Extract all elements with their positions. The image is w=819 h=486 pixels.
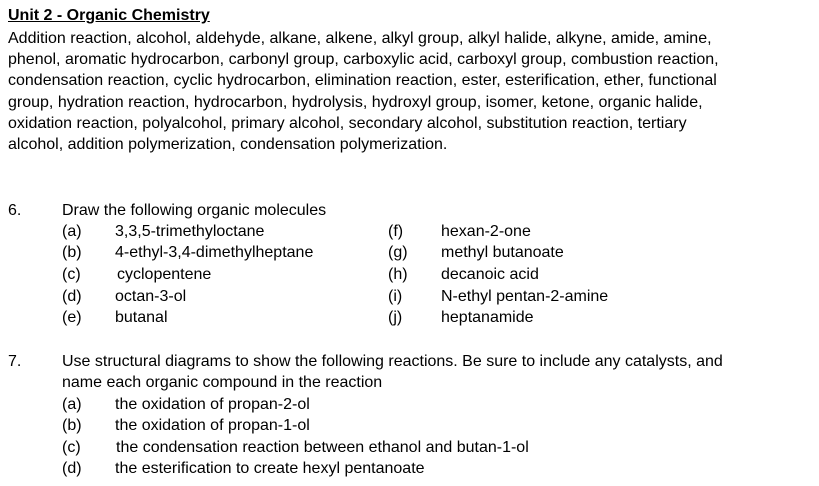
q6-item-label: (c) (62, 266, 81, 283)
q6-item-text: heptanamide (441, 309, 534, 326)
q7-item-label: (b) (62, 417, 82, 434)
question-7-prompt-line: name each organic compound in the reaction (62, 374, 383, 391)
q6-item-text: methyl butanoate (441, 244, 564, 261)
q6-item-label: (f) (388, 223, 404, 240)
vocabulary-line: Addition reaction, alcohol, aldehyde, alkane, alkene, alkyl group, alkyl halide, alkyne, amide, amine, (8, 30, 712, 47)
q7-item-text: the oxidation of propan-1-ol (115, 417, 310, 434)
q7-item-label: (d) (62, 460, 82, 477)
vocabulary-line: condensation reaction, cyclic hydrocarbon, elimination reaction, ester, esterification, ether, functional (8, 72, 717, 90)
vocabulary-line: group, hydration reaction, hydrocarbon, hydrolysis, hydroxyl group, isomer, ketone, organic halide, (8, 93, 703, 111)
q6-item-label: (a) (62, 223, 82, 240)
q7-item-label: (a) (62, 396, 82, 413)
q6-item-text: N-ethyl pentan-2-amine (441, 288, 609, 305)
vocabulary-line: alcohol, addition polymerization, condensation polymerization. (8, 136, 448, 154)
question-7-prompt-line: Use structural diagrams to show the following reactions. Be sure to include any catalysts, and (62, 353, 723, 370)
question-6-prompt: Draw the following organic molecules (62, 202, 327, 219)
question-6-number: 6. (8, 202, 22, 219)
vocabulary-line: phenol, aromatic hydrocarbon, carbonyl group, carboxylic acid, carboxyl group, combustion reaction, (8, 51, 719, 69)
question-7-number: 7. (8, 353, 22, 370)
q7-item-label: (c) (62, 439, 81, 456)
q6-item-text: 4-ethyl-3,4-dimethylheptane (115, 244, 314, 261)
q6-item-label: (i) (388, 288, 403, 305)
q6-item-label: (d) (62, 288, 82, 305)
q6-item-label: (g) (388, 244, 408, 261)
q6-item-text: hexan-2-one (441, 223, 531, 240)
q6-item-text: cyclopentene (117, 266, 212, 283)
vocabulary-paragraph (8, 28, 818, 155)
q6-item-text: butanal (115, 309, 168, 326)
q7-item-text: the condensation reaction between ethanol and butan-1-ol (116, 439, 529, 456)
vocabulary-line: oxidation reaction, polyalcohol, primary alcohol, secondary alcohol, substitution reaction, tertiary (8, 114, 687, 132)
q6-item-label: (j) (388, 309, 403, 326)
q6-item-text: 3,3,5-trimethyloctane (115, 223, 265, 240)
q7-item-text: the oxidation of propan-2-ol (115, 396, 310, 413)
q6-item-text: octan-3-ol (115, 288, 187, 305)
q6-item-text: decanoic acid (441, 266, 539, 283)
q6-item-label: (h) (388, 266, 408, 283)
q7-item-text: the esterification to create hexyl pentanoate (115, 460, 425, 477)
q6-item-label: (e) (62, 309, 82, 326)
q6-item-label: (b) (62, 244, 82, 261)
unit-title: Unit 2 - Organic Chemistry (8, 7, 210, 24)
